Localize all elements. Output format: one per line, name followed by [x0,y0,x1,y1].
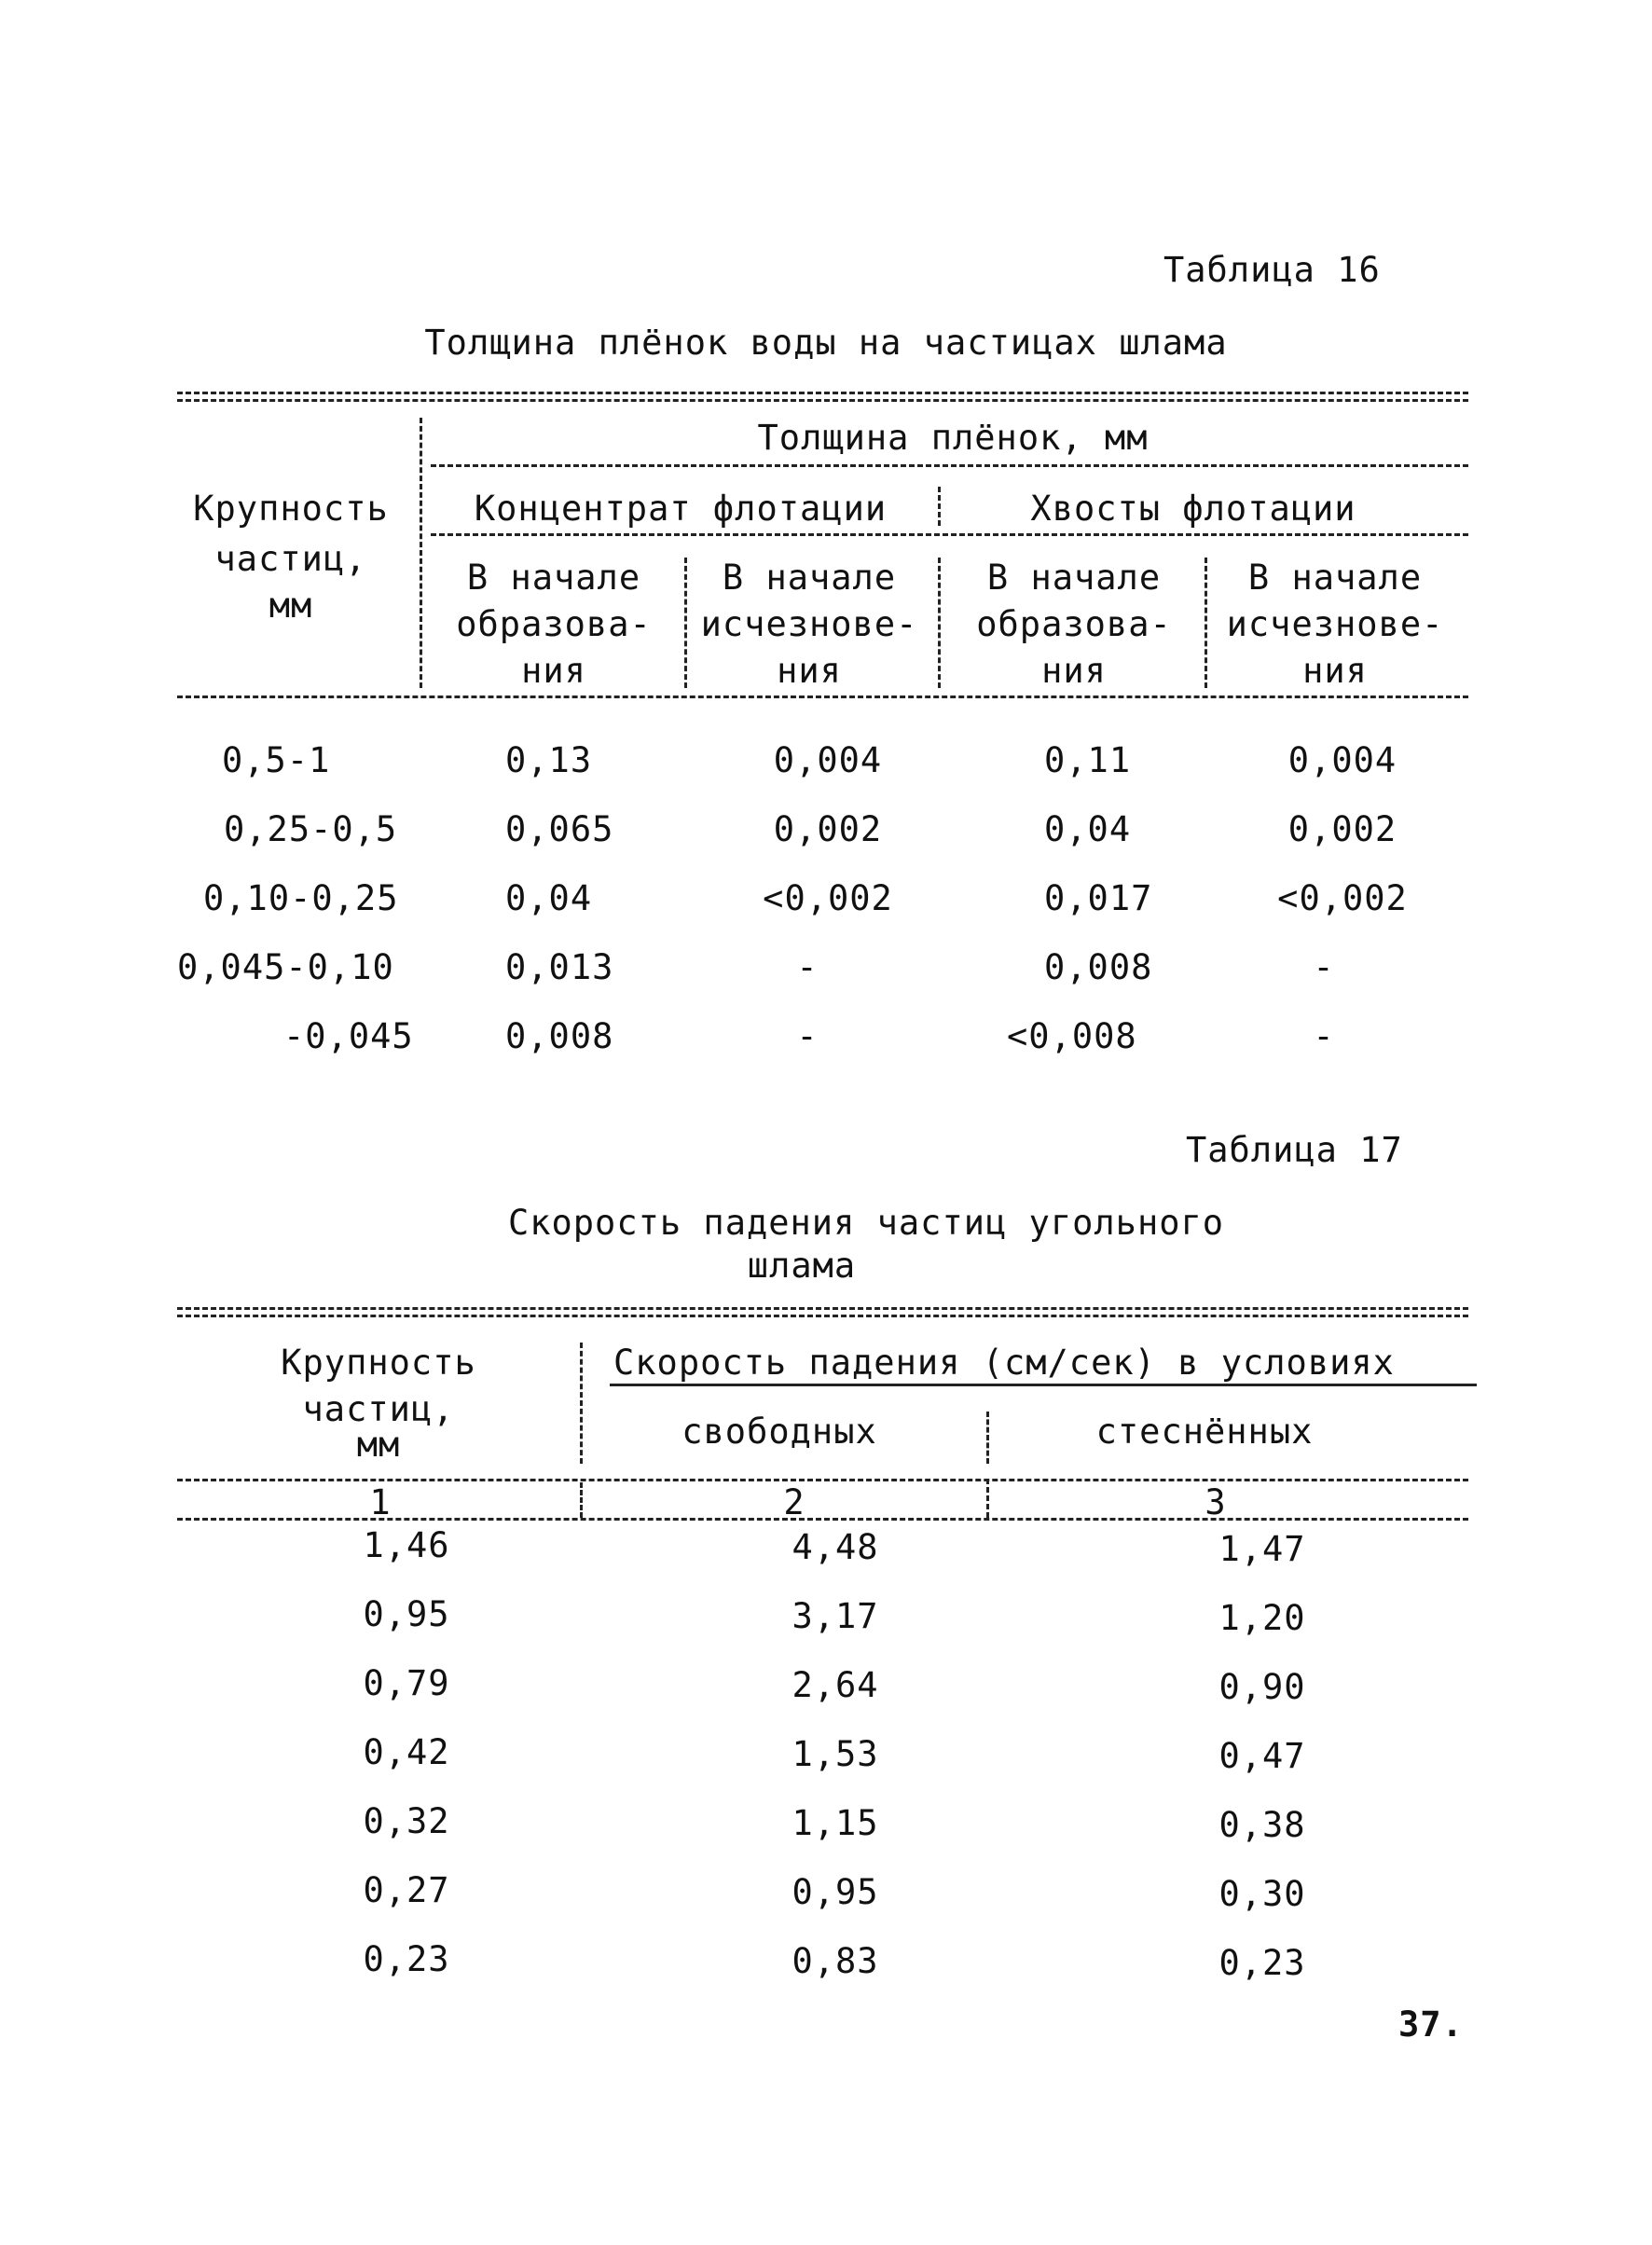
t16-r3-c1: 0,04 [505,878,593,918]
table17-subcol-hindered: стеснённых [1095,1412,1314,1452]
t17-r2-free: 3,17 [792,1596,879,1636]
page-number: 37. [1398,2004,1464,2045]
t17-r7-size: 0,23 [363,1939,450,1979]
t16-r1-c4: 0,004 [1287,740,1397,780]
t17-r3-size: 0,79 [363,1663,450,1703]
table17-title-line2: шлама [747,1246,857,1286]
t16-r5-c1: 0,008 [505,1016,614,1056]
table16-top-rule [177,392,1468,394]
t16-r2-size: 0,25-0,5 [224,809,398,849]
table17-colnum-rule [177,1518,1468,1521]
t16-r4-c3: 0,008 [1044,947,1153,987]
t16-r3-c3: 0,017 [1044,878,1153,918]
table16-stub-line3: мм [268,585,313,626]
t16-r2-c1: 0,065 [505,809,614,849]
t16-sub2-line2: исчезнове- [700,604,918,644]
t16-r3-c2: <0,002 [763,878,893,918]
t16-sub3-line2: образова- [976,604,1172,644]
t17-r3-free: 2,64 [792,1665,879,1705]
t16-r1-c1: 0,13 [505,740,593,780]
t16-r1-c3: 0,11 [1044,740,1132,780]
t17-r5-hindered: 0,38 [1218,1805,1306,1845]
table17-group-rule [610,1384,1477,1386]
table17-title-line1: Скорость падения частиц угольного [507,1203,1225,1243]
table16-top-rule-2 [177,399,1468,402]
t17-r4-size: 0,42 [363,1732,450,1772]
table17-col-separator-1 [580,1343,583,1464]
table16-col-separator-3 [938,558,941,688]
table17-subcol-free: свободных [681,1412,877,1452]
t16-r5-c4: - [1313,1016,1335,1056]
table16-header-bottom-rule [177,696,1468,698]
t17-r6-size: 0,27 [363,1870,450,1910]
table17-stub-line3: мм [356,1425,401,1465]
table16-subgroup-rule [431,533,1468,536]
table16-stub-line1: Крупность [193,489,389,529]
t16-sub4-line2: исчезнове- [1226,604,1444,644]
table16-subgroup-separator [938,487,941,526]
t16-r5-c3: <0,008 [1007,1016,1137,1056]
table16-stub-line2: частиц, [214,539,367,579]
t16-sub2-line3: ния [777,651,842,691]
t17-r3-hindered: 0,90 [1218,1667,1306,1707]
table17-col-separator-2 [986,1412,989,1464]
table16-subgroup-concentrate: Концентрат флотации [474,489,888,529]
t17-r1-size: 1,46 [363,1525,450,1565]
t16-sub2-line1: В начале [722,558,897,598]
table16-col-separator-4 [1205,558,1207,688]
table17-header-rule [177,1479,1468,1481]
t16-r5-size: -0,045 [283,1016,414,1056]
table17-colnum-separator-1 [580,1482,583,1518]
t17-r5-free: 1,15 [792,1803,879,1843]
t17-r1-hindered: 1,47 [1218,1529,1306,1569]
table17-top-rule [177,1307,1468,1310]
table17-colnum-separator-2 [986,1479,989,1518]
t16-r1-size: 0,5-1 [222,740,331,780]
t16-sub1-line3: ния [521,651,586,691]
t16-r4-c2: - [796,947,819,987]
t16-r5-c2: - [796,1016,819,1056]
t17-r4-free: 1,53 [792,1734,879,1774]
t16-r2-c2: 0,002 [773,809,883,849]
table17-colnum-1: 1 [369,1482,392,1522]
t16-sub1-line2: образова- [456,604,652,644]
table17-colnum-3: 3 [1205,1482,1227,1522]
t17-r7-hindered: 0,23 [1218,1943,1306,1983]
table17-label: Таблица 17 [1186,1130,1403,1170]
table16-label: Таблица 16 [1163,250,1381,290]
t16-sub3-line3: ния [1041,651,1107,691]
t17-r2-size: 0,95 [363,1594,450,1634]
table17-stub-line2: частиц, [302,1389,455,1429]
t16-r4-c4: - [1313,947,1335,987]
t16-r3-c4: <0,002 [1277,878,1408,918]
t16-r1-c2: 0,004 [773,740,883,780]
t17-r7-free: 0,83 [792,1941,879,1981]
t16-sub1-line1: В начале [466,558,641,598]
table16-title: Толщина плёнок воды на частицах шлама [424,323,1228,363]
t17-r6-free: 0,95 [792,1872,879,1912]
t17-r5-size: 0,32 [363,1801,450,1841]
table16-group-header: Толщина плёнок, мм [757,418,1149,458]
t16-r2-c3: 0,04 [1044,809,1132,849]
t16-r3-size: 0,10-0,25 [203,878,399,918]
t16-sub4-line1: В начале [1247,558,1423,598]
t16-sub3-line1: В начале [986,558,1162,598]
t16-sub4-line3: ния [1302,651,1368,691]
table17-colnum-2: 2 [783,1482,805,1522]
table17-top-rule-2 [177,1315,1468,1317]
t17-r1-free: 4,48 [792,1527,879,1567]
table16-subgroup-tails: Хвосты флотации [1030,489,1356,529]
t17-r4-hindered: 0,47 [1218,1736,1306,1776]
table16-group-rule [431,464,1468,467]
t17-r2-hindered: 1,20 [1218,1598,1306,1638]
table16-col-separator-2 [684,558,687,688]
t16-r4-c1: 0,013 [505,947,614,987]
table17-group-header: Скорость падения (см/сек) в условиях [613,1343,1395,1383]
t17-r6-hindered: 0,30 [1218,1874,1306,1914]
t16-r2-c4: 0,002 [1287,809,1397,849]
table16-col-separator-1 [420,418,422,688]
table17-stub-line1: Крупность [281,1343,476,1383]
t16-r4-size: 0,045-0,10 [177,947,394,987]
